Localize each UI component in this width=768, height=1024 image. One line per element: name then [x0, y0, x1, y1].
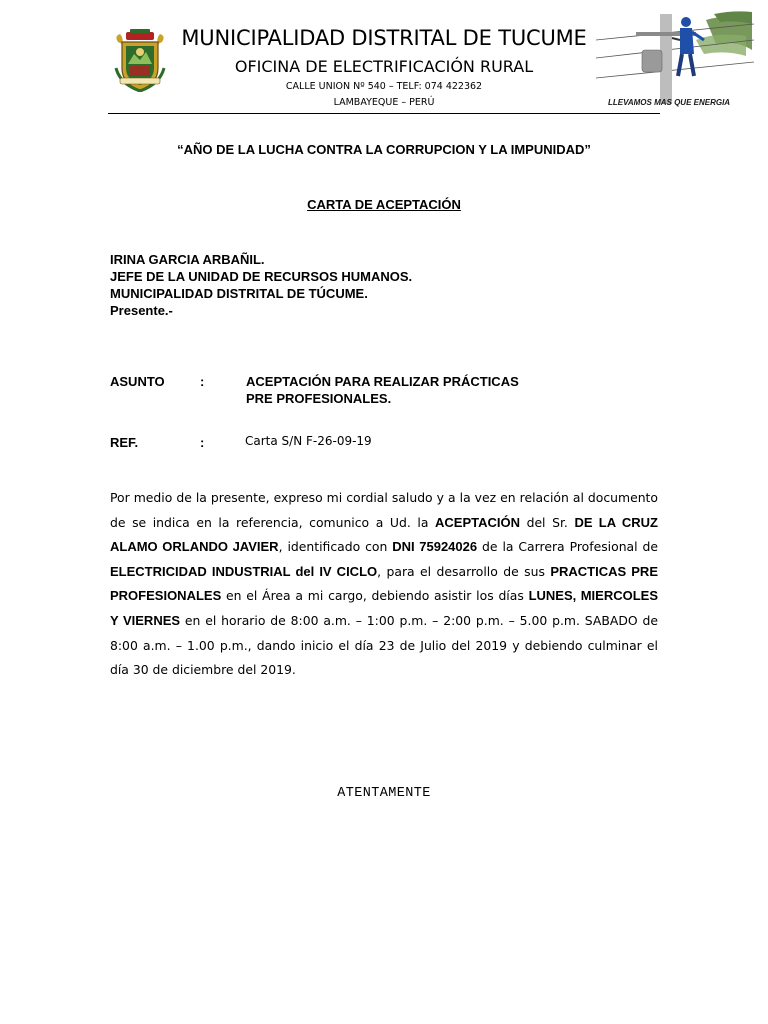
body-text-3: , identificado con	[278, 539, 393, 555]
header-title: MUNICIPALIDAD DISTRITAL DE TUCUME	[181, 26, 587, 50]
asunto-colon: :	[200, 374, 205, 389]
electrician-on-pole-photo	[596, 10, 754, 110]
body-text-4: de la Carrera Profesional de	[477, 539, 658, 555]
header-subtitle: OFICINA DE ELECTRIFICACIÓN RURAL	[234, 57, 534, 76]
body-text-1: Por medio de la presente, expreso mi cordial saludo y a la vez en relación al documento de se indica en la referencia, comunico a Ud. la	[110, 490, 658, 530]
asunto-label: ASUNTO	[110, 374, 165, 389]
ref-label: REF.	[110, 435, 139, 450]
header-divider	[108, 113, 660, 114]
ref-value: Carta S/N F-26-09-19	[245, 434, 372, 448]
closing-text: ATENTAMENTE	[337, 786, 431, 801]
body-text-6: en el Área a mi cargo, debiendo asistir los días	[221, 588, 529, 604]
body-bold-dni: DNI 75924026	[392, 539, 478, 555]
recipient-presente: Presente.-	[110, 303, 173, 318]
asunto-line-2: PRE PROFESIONALES.	[246, 391, 392, 406]
body-bold-student-name: DE LA CRUZ ALAMO ORLANDO JAVIER	[110, 514, 658, 555]
body-text-2: del Sr.	[519, 514, 575, 530]
body-paragraph	[110, 486, 658, 683]
body-text-5: , para el desarrollo de sus	[377, 563, 551, 579]
year-motto: “AÑO DE LA LUCHA CONTRA LA CORRUPCION Y LA IMPUNIDAD”	[177, 142, 591, 157]
body-bold-career: ELECTRICIDAD INDUSTRIAL del IV CICLO	[110, 563, 378, 579]
recipient-institution: MUNICIPALIDAD DISTRITAL DE TÚCUME.	[110, 286, 368, 301]
header-address: CALLE UNION Nº 540 – TELF: 074 422362	[285, 81, 483, 92]
document-title: CARTA DE ACEPTACIÓN	[307, 197, 461, 212]
header-city: LAMBAYEQUE – PERÚ	[333, 97, 435, 108]
body-text-7: en el horario de 8:00 a.m. – 1:00 p.m. – 2:00 p.m. – 5.00 p.m. SABADO de 8:00 a.m. – 1.00 p.m., dando inicio el día 23 de Julio del 2019 y debiendo culminar el día 30 de diciembre del 2019.	[110, 612, 658, 678]
body-bold-acceptance: ACEPTACIÓN	[435, 514, 520, 530]
header-slogan: LLEVAMOS MAS QUE ENERGIA	[608, 98, 731, 107]
body-bold-days: LUNES, MIERCOLES Y VIERNES	[110, 588, 658, 628]
ref-colon: :	[200, 435, 205, 450]
body-bold-practices: PRACTICAS PRE PROFESIONALES	[110, 563, 658, 604]
recipient-name: IRINA GARCIA ARBAÑIL.	[110, 252, 265, 267]
asunto-line-1: ACEPTACIÓN PARA REALIZAR PRÁCTICAS	[246, 374, 519, 389]
recipient-position: JEFE DE LA UNIDAD DE RECURSOS HUMANOS.	[110, 269, 413, 284]
